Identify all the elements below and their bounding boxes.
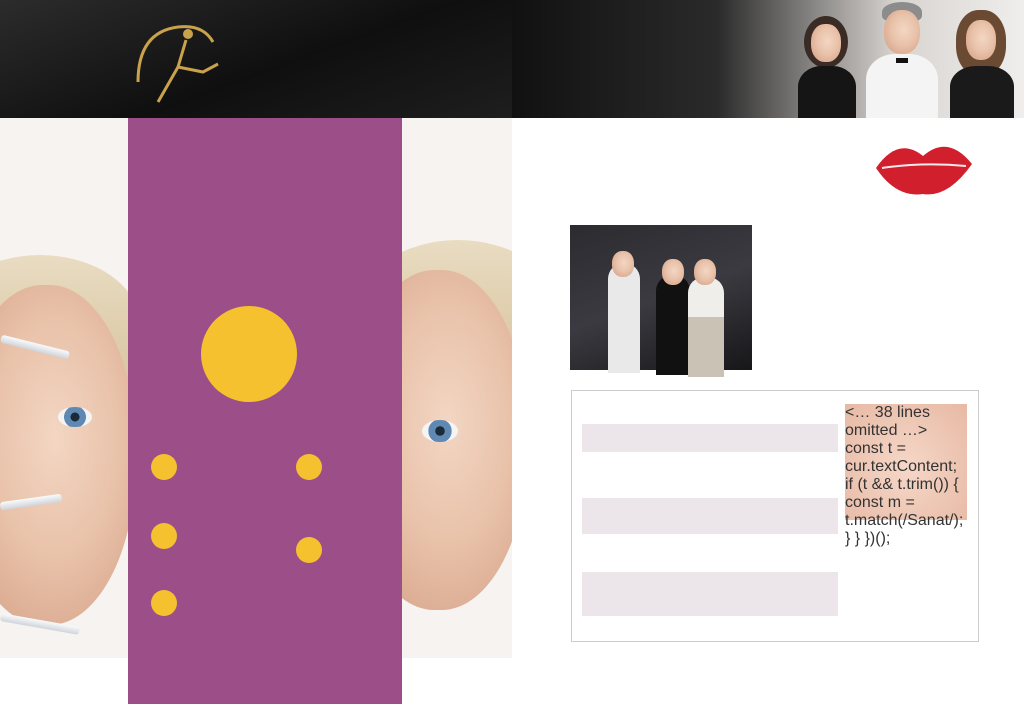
table-row [582,534,838,572]
number-badge [151,454,177,480]
table-row [582,452,838,498]
lips-photo-1: <… 38 lines omitted …> const t = cur.textContent; if (t && t.trim()) { const m = t.match(/Sanat/); } } })(); [845,404,967,520]
number-badge [296,454,322,480]
fact-cell [682,498,838,534]
myth-cell [582,498,682,534]
myth-cell [582,452,682,498]
fact-cell [682,572,838,616]
number-badge [151,590,177,616]
fact-cell [682,452,838,498]
doctor-portrait-1 [792,10,862,118]
header-right-banner [512,0,1024,118]
table-row [582,498,838,534]
highlight-badge [201,306,297,402]
table-row [582,572,838,616]
dancer-logo-icon [118,12,228,110]
eye-right [422,420,458,442]
face-photo-left [0,255,140,675]
lips-kiss-icon [868,128,978,212]
fact-cell [682,534,838,572]
table-row [582,424,838,452]
myth-cell [582,572,682,616]
eye-left [58,407,92,427]
number-badge [296,537,322,563]
myths-facts-table [582,424,838,616]
fact-cell [682,424,838,452]
purple-content-band [128,118,402,704]
number-badge [151,523,177,549]
header-left-banner [0,0,512,118]
doctor-portrait-3 [944,8,1020,118]
myth-cell [582,424,682,452]
doctor-portrait-2 [862,0,942,118]
myth-cell [582,534,682,572]
event-photo [570,225,752,370]
